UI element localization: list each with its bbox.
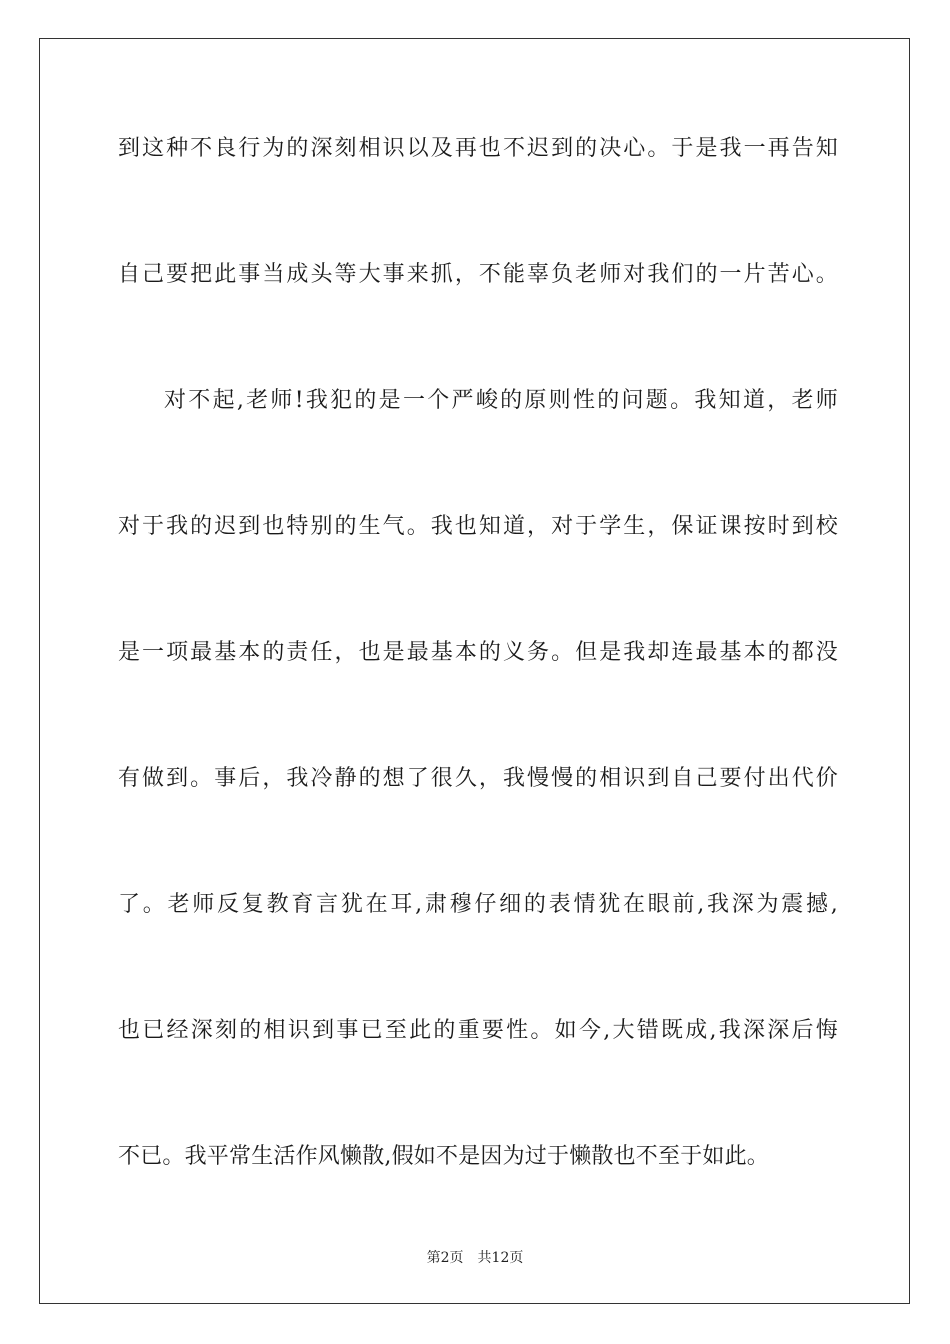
text-line-7: 了。老师反复教育言犹在耳,肃穆仔细的表情犹在眼前,我深为震撼, [118,892,838,917]
text-line-5: 是一项最基本的责任，也是最基本的义务。但是我却连最基本的都没 [118,640,838,665]
text-line-9: 不已。我平常生活作风懒散,假如不是因为过于懒散也不至于如此。 [118,1144,769,1169]
page-number: 第2页 [426,1250,464,1266]
page-border [39,38,910,1304]
text-line-2: 自己要把此事当成头等大事来抓，不能辜负老师对我们的一片苦心。 [118,262,838,287]
text-line-6: 有做到。事后，我冷静的想了很久，我慢慢的相识到自己要付出代价 [118,766,838,791]
text-line-1: 到这种不良行为的深刻相识以及再也不迟到的决心。于是我一再告知 [118,136,838,161]
text-line-3: 对不起,老师!我犯的是一个严峻的原则性的问题。我知道，老师 [164,388,838,413]
text-line-8: 也已经深刻的相识到事已至此的重要性。如今,大错既成,我深深后悔 [118,1018,838,1043]
page-total: 共12页 [477,1250,524,1266]
text-line-4: 对于我的迟到也特别的生气。我也知道，对于学生，保证课按时到校 [118,514,838,539]
page-footer [0,1248,950,1268]
